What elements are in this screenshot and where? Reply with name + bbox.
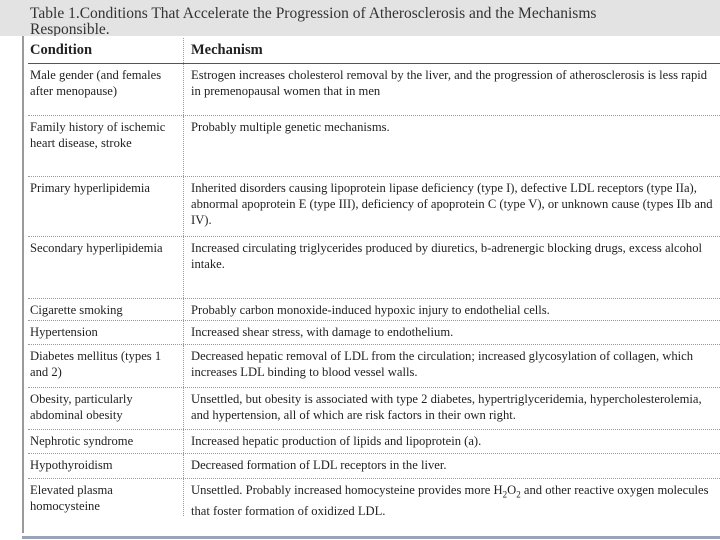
mechanism-cell: Decreased formation of LDL receptors in the liver. [191, 458, 447, 472]
condition-cell: Primary hyperlipidemia [30, 181, 150, 195]
condition-cell: Hypertension [30, 325, 98, 339]
header-condition: Condition [30, 42, 93, 58]
table-row [28, 430, 720, 454]
mechanism-cell: Increased circulating triglycerides produced by diuretics, b-adrenergic blocking drugs, excess alcohol intake. [191, 241, 703, 271]
mechanism-cell: Decreased hepatic removal of LDL from the circulation; increased glycosylation of collagen, which increases LDL binding to blood vessel walls. [191, 349, 694, 379]
bottom-border [22, 536, 720, 539]
mechanism-cell: Inherited disorders causing lipoprotein lipase deficiency (type I), defective LDL receptors (type IIa), abnormal apoprotein E (type III), deficiency of apoprotein C (type V), or unknown cause (types IIb and IV). [191, 181, 713, 227]
conditions-table [28, 38, 720, 516]
table-row [28, 454, 720, 479]
mechanism-text: O [507, 483, 517, 497]
table-row [28, 64, 720, 116]
mechanism-text: Unsettled. Probably increased homocysteine provides more H [191, 483, 503, 497]
condition-cell: Family history of ischemic heart disease, stroke [30, 120, 166, 150]
condition-cell: Male gender (and females after menopause) [30, 68, 162, 98]
table-row [28, 116, 720, 177]
table-row [28, 299, 720, 321]
table-row [28, 321, 720, 345]
mechanism-cell: Probably carbon monoxide-induced hypoxic injury to endothelial cells. [191, 303, 550, 317]
mechanism-cell: Increased hepatic production of lipids and lipoprotein (a). [191, 434, 482, 448]
mechanism-cell: Probably multiple genetic mechanisms. [191, 120, 390, 134]
condition-cell: Diabetes mellitus (types 1 and 2) [30, 349, 162, 379]
subscript: 2 [502, 489, 508, 500]
title-band [0, 0, 720, 36]
table-row [28, 177, 720, 237]
table-row [28, 237, 720, 299]
table-row [28, 388, 720, 430]
table-title: Table 1.Conditions That Accelerate the Progression of Atherosclerosis and the Mechanisms Responsible. [30, 5, 597, 36]
condition-cell: Obesity, particularly abdominal obesity [30, 392, 133, 422]
condition-cell: Cigarette smoking [30, 303, 123, 317]
condition-cell: Nephrotic syndrome [30, 434, 134, 448]
table-row [28, 345, 720, 388]
table-header-row [28, 38, 720, 64]
header-mechanism: Mechanism [191, 42, 263, 58]
mechanism-text: and other reactive oxygen molecules that foster formation of oxidized LDL. [191, 483, 709, 518]
subscript: 2 [516, 489, 521, 500]
mechanism-cell: Estrogen increases cholesterol removal by the liver, and the progression of atherosclerosis is less rapid in premenopausal women that in men [191, 68, 708, 98]
mechanism-cell: Increased shear stress, with damage to endothelium. [191, 325, 454, 339]
mechanism-cell: Unsettled, but obesity is associated with type 2 diabetes, hypertriglyceridemia, hypercholesterolemia, and hypertension, all of which are risk factors in their own right. [191, 392, 702, 422]
mechanism-cell [191, 482, 719, 519]
left-border [22, 36, 24, 533]
condition-cell: Elevated plasma homocysteine [30, 483, 113, 513]
table-row [28, 479, 720, 516]
condition-cell: Hypothyroidism [30, 458, 113, 472]
condition-cell: Secondary hyperlipidemia [30, 241, 163, 255]
